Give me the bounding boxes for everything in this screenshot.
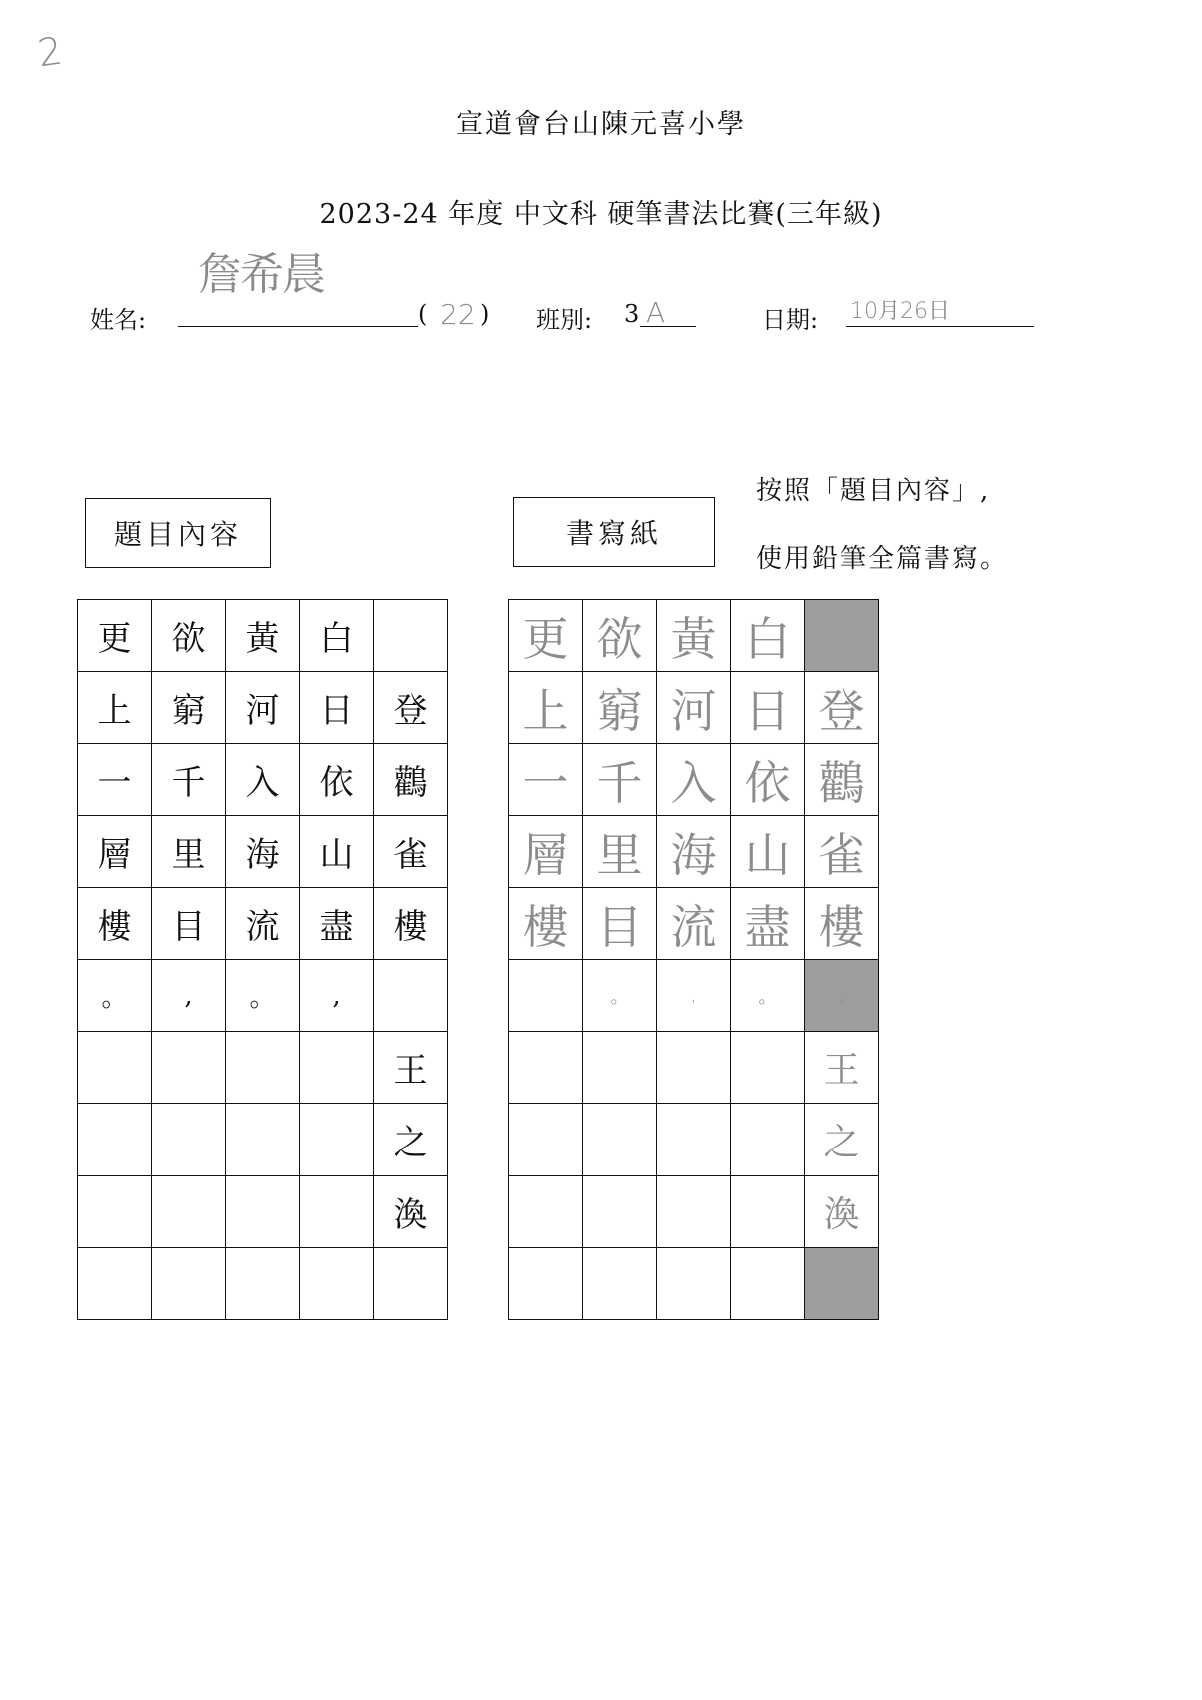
worksheet-grid-cell[interactable] — [583, 1032, 657, 1104]
worksheet-grid-cell[interactable]: 一 — [509, 744, 583, 816]
worksheet-grid-cell[interactable] — [509, 960, 583, 1032]
worksheet-grid-cell[interactable]: 入 — [657, 744, 731, 816]
template-grid-cell — [152, 1104, 226, 1176]
template-grid-cell — [226, 1176, 300, 1248]
worksheet-grid-cell[interactable]: 千 — [583, 744, 657, 816]
worksheet-grid-cell[interactable]: 海 — [657, 816, 731, 888]
worksheet-grid-cell[interactable]: 。 — [731, 960, 805, 1032]
class-written: A — [646, 296, 666, 329]
worksheet-grid-cell[interactable]: 日 — [731, 672, 805, 744]
template-grid-cell — [78, 1104, 152, 1176]
template-label-box: 題目內容 — [85, 498, 271, 568]
template-grid-cell: 山 — [300, 816, 374, 888]
template-grid-row — [78, 1248, 448, 1320]
worksheet-grid-row — [509, 1176, 879, 1248]
class-label: 班別: — [536, 306, 593, 334]
worksheet-grid-cell[interactable]: 之 — [805, 1104, 879, 1176]
template-grid-cell — [152, 1032, 226, 1104]
template-grid-cell: 入 — [226, 744, 300, 816]
worksheet-grid-cell[interactable] — [509, 1176, 583, 1248]
worksheet-grid-row — [509, 960, 879, 1032]
worksheet-grid-cell[interactable] — [509, 1248, 583, 1320]
worksheet-grid-cell[interactable] — [805, 1248, 879, 1320]
template-grid-cell: 樓 — [78, 888, 152, 960]
template-grid-cell — [226, 1104, 300, 1176]
template-grid-cell: 王 — [374, 1032, 448, 1104]
template-grid-cell — [374, 1248, 448, 1320]
template-grid-cell: , — [152, 960, 226, 1032]
worksheet-grid-cell[interactable] — [509, 1032, 583, 1104]
worksheet-grid-cell[interactable]: 流 — [657, 888, 731, 960]
worksheet-grid-cell[interactable] — [657, 1176, 731, 1248]
worksheet-grid-cell[interactable] — [657, 1248, 731, 1320]
number-close: ) — [480, 300, 490, 328]
template-grid-cell — [78, 1248, 152, 1320]
template-grid-cell: 。 — [226, 960, 300, 1032]
worksheet-grid-cell[interactable]: 窮 — [583, 672, 657, 744]
template-grid-cell: 樓 — [374, 888, 448, 960]
worksheet-grid-cell[interactable] — [731, 1176, 805, 1248]
template-grid-row — [78, 1176, 448, 1248]
worksheet-grid-cell[interactable]: 王 — [805, 1032, 879, 1104]
template-grid-row — [78, 1104, 448, 1176]
name-line[interactable] — [178, 326, 418, 327]
date-value: 10月26日 — [850, 299, 950, 324]
number-open: ( — [418, 300, 428, 328]
template-grid-cell: 白 — [300, 600, 374, 672]
date-label: 日期: — [762, 306, 819, 334]
template-grid-cell: 里 — [152, 816, 226, 888]
student-number: 22 — [440, 298, 476, 331]
worksheet-grid-cell[interactable] — [731, 1248, 805, 1320]
worksheet-grid-cell[interactable]: 盡 — [731, 888, 805, 960]
worksheet-grid-cell[interactable]: 登 — [805, 672, 879, 744]
template-grid-row — [78, 816, 448, 888]
template-grid-cell: 目 — [152, 888, 226, 960]
worksheet-grid-cell[interactable]: 河 — [657, 672, 731, 744]
worksheet-grid-cell[interactable]: , — [805, 960, 879, 1032]
worksheet-grid-cell[interactable]: 層 — [509, 816, 583, 888]
worksheet-grid-row — [509, 744, 879, 816]
template-grid-cell: 欲 — [152, 600, 226, 672]
name-label: 姓名: — [90, 306, 147, 334]
worksheet-grid-cell[interactable] — [657, 1104, 731, 1176]
template-grid-cell — [152, 1248, 226, 1320]
worksheet-grid-cell[interactable]: 欲 — [583, 600, 657, 672]
worksheet-grid-cell[interactable] — [583, 1248, 657, 1320]
template-grid-cell — [226, 1248, 300, 1320]
worksheet-grid-cell[interactable]: 依 — [731, 744, 805, 816]
template-grid-cell: 日 — [300, 672, 374, 744]
worksheet-grid-row — [509, 600, 879, 672]
class-line[interactable] — [640, 326, 696, 327]
worksheet-grid-row — [509, 888, 879, 960]
template-grid-cell: 鸛 — [374, 744, 448, 816]
template-grid-cell — [300, 1248, 374, 1320]
worksheet-grid-row — [509, 1032, 879, 1104]
template-grid-cell: 河 — [226, 672, 300, 744]
template-grid-cell — [226, 1032, 300, 1104]
date-line[interactable] — [846, 326, 1034, 327]
template-grid-cell: 之 — [374, 1104, 448, 1176]
template-grid-cell — [300, 1176, 374, 1248]
template-grid-row — [78, 672, 448, 744]
template-grid-cell: 一 — [78, 744, 152, 816]
template-grid-cell — [152, 1176, 226, 1248]
template-grid-row — [78, 1032, 448, 1104]
worksheet-grid-row — [509, 1248, 879, 1320]
worksheet-grid-cell[interactable] — [509, 1104, 583, 1176]
worksheet-label-box: 書寫紙 — [513, 497, 715, 567]
template-grid-cell: 窮 — [152, 672, 226, 744]
worksheet-grid-cell[interactable] — [583, 1176, 657, 1248]
worksheet-grid-row — [509, 1104, 879, 1176]
worksheet-grid-cell[interactable]: 。 — [583, 960, 657, 1032]
template-grid-cell: , — [300, 960, 374, 1032]
template-grid-cell: 千 — [152, 744, 226, 816]
instruction-line-1: 按照「題目內容」, — [756, 476, 991, 506]
template-grid-row — [78, 744, 448, 816]
school-name: 宣道會台山陳元喜小學 — [456, 109, 746, 140]
worksheet-grid-cell[interactable] — [731, 1032, 805, 1104]
template-grid-row — [78, 960, 448, 1032]
worksheet-grid-row — [509, 672, 879, 744]
template-grid-cell — [300, 1104, 374, 1176]
worksheet-grid-cell[interactable]: 里 — [583, 816, 657, 888]
class-printed: 3 — [624, 300, 640, 328]
template-grid-cell: 更 — [78, 600, 152, 672]
template-grid-cell — [78, 1032, 152, 1104]
worksheet-grid-cell[interactable]: 鸛 — [805, 744, 879, 816]
template-grid-cell: 流 — [226, 888, 300, 960]
worksheet-grid-cell[interactable]: 更 — [509, 600, 583, 672]
worksheet-grid-cell[interactable]: 雀 — [805, 816, 879, 888]
template-grid-cell: 層 — [78, 816, 152, 888]
template-grid-cell — [78, 1176, 152, 1248]
worksheet-grid-cell[interactable]: 黃 — [657, 600, 731, 672]
worksheet-grid-cell[interactable] — [731, 1104, 805, 1176]
template-grid — [77, 599, 448, 1320]
worksheet-grid-row — [509, 816, 879, 888]
template-grid-cell: 。 — [78, 960, 152, 1032]
worksheet-grid-cell[interactable]: 樓 — [805, 888, 879, 960]
template-grid-cell: 黃 — [226, 600, 300, 672]
worksheet-grid[interactable] — [508, 599, 879, 1320]
template-grid-cell — [374, 960, 448, 1032]
template-grid-cell — [374, 600, 448, 672]
worksheet-grid-cell[interactable] — [805, 600, 879, 672]
worksheet-grid-cell[interactable]: 白 — [731, 600, 805, 672]
template-grid-row — [78, 888, 448, 960]
page-number-mark: 2 — [35, 28, 66, 76]
template-grid-cell: 海 — [226, 816, 300, 888]
template-grid-cell — [300, 1032, 374, 1104]
template-grid-cell: 雀 — [374, 816, 448, 888]
worksheet-grid-cell[interactable]: 樓 — [509, 888, 583, 960]
template-grid-cell: 盡 — [300, 888, 374, 960]
template-grid-cell: 上 — [78, 672, 152, 744]
template-grid-row — [78, 600, 448, 672]
worksheet-grid-cell[interactable] — [583, 1104, 657, 1176]
template-grid-cell: 渙 — [374, 1176, 448, 1248]
worksheet-grid-cell[interactable]: , — [657, 960, 731, 1032]
worksheet-grid-cell[interactable]: 渙 — [805, 1176, 879, 1248]
competition-title: 2023-24 年度 中文科 硬筆書法比賽(三年級) — [319, 199, 883, 230]
worksheet-grid-cell[interactable]: 目 — [583, 888, 657, 960]
worksheet-grid-cell[interactable]: 上 — [509, 672, 583, 744]
instruction-line-2: 使用鉛筆全篇書寫。 — [756, 544, 1009, 574]
name-value: 詹希晨 — [198, 249, 324, 300]
template-grid-cell: 登 — [374, 672, 448, 744]
template-grid-cell: 依 — [300, 744, 374, 816]
worksheet-grid-cell[interactable] — [657, 1032, 731, 1104]
worksheet-grid-cell[interactable]: 山 — [731, 816, 805, 888]
